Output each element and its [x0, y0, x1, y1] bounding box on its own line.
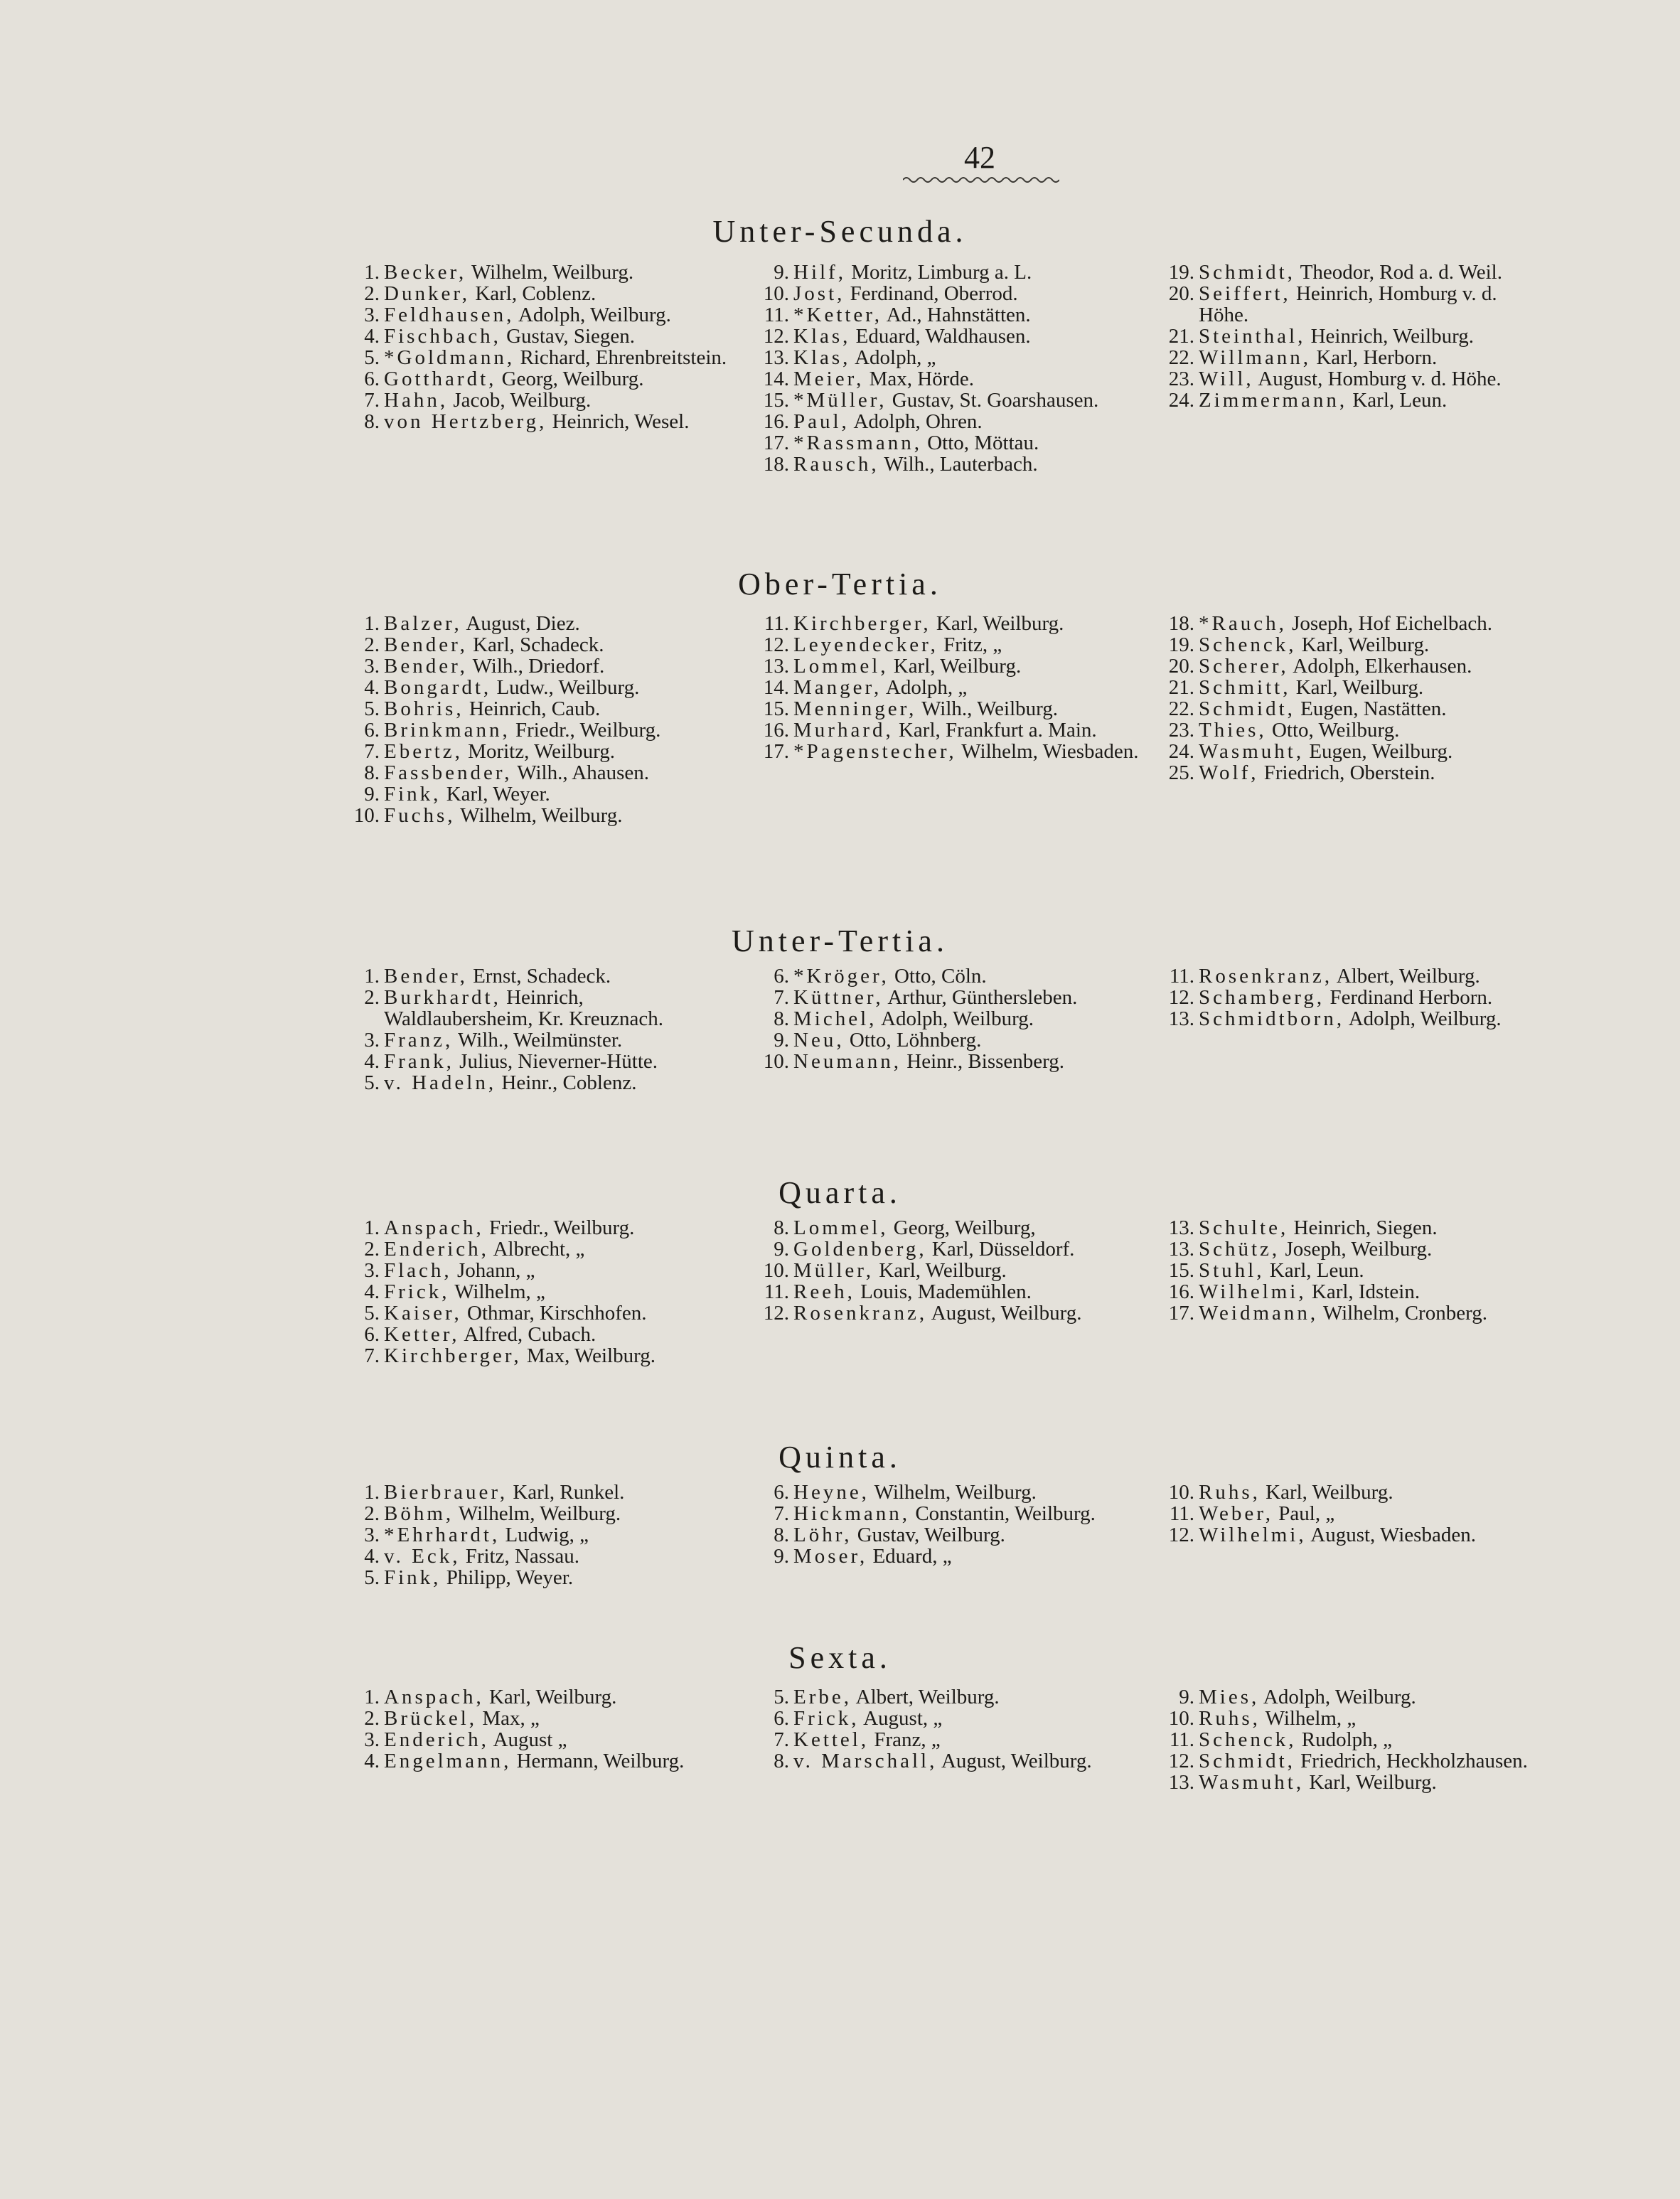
- list-item: 1. Balzer, August, Diez.: [364, 612, 580, 635]
- list-item: 11. Kirchberger, Karl, Weilburg.: [764, 612, 1064, 635]
- list-item: 10. Neumann, Heinr., Bissenberg.: [763, 1050, 1065, 1073]
- list-item: 4. Engelmann, Hermann, Weilburg.: [364, 1750, 685, 1772]
- list-item: 10. Jost, Ferdinand, Oberrod.: [763, 282, 1018, 305]
- student-column: [1166, 262, 1550, 411]
- list-item: 1. Becker, Wilhelm, Weilburg.: [364, 261, 634, 284]
- page-number-ornament: [903, 175, 1059, 185]
- list-item: 4. Frank, Julius, Nieverner-Hütte.: [364, 1050, 658, 1073]
- list-item: 2. Dunker, Karl, Coblenz.: [364, 282, 596, 305]
- list-item: 18. *Rauch, Joseph, Hof Eichelbach.: [1168, 612, 1492, 635]
- list-item: 9. Fink, Karl, Weyer.: [364, 783, 550, 806]
- list-item: 11. *Ketter, Ad., Hahnstätten.: [764, 304, 1031, 326]
- list-item: 9. Moser, Eduard, „: [774, 1545, 952, 1568]
- list-item: 6. Frick, August, „: [774, 1707, 943, 1730]
- section-heading: Unter-Secunda.: [712, 214, 968, 249]
- list-item: 13. Schütz, Joseph, Weilburg.: [1168, 1238, 1433, 1261]
- list-item: 6. Gotthardt, Georg, Weilburg.: [364, 368, 644, 390]
- student-column: [761, 965, 1145, 1072]
- list-item: 1. Anspach, Karl, Weilburg.: [364, 1686, 617, 1708]
- list-item: 19. Schmidt, Theodor, Rod a. d. Weil.: [1168, 261, 1502, 284]
- list-item: 17. *Pagenstecher, Wilhelm, Wiesbaden.: [763, 740, 1139, 763]
- list-item: 6. Brinkmann, Friedr., Weilburg.: [364, 719, 661, 742]
- list-item: 5. Erbe, Albert, Weilburg.: [774, 1686, 1000, 1708]
- list-item: 23. Will, August, Homburg v. d. Höhe.: [1168, 368, 1502, 390]
- list-item: 3. *Ehrhardt, Ludwig, „: [364, 1524, 589, 1546]
- student-column: [1166, 965, 1550, 1029]
- list-item: 7. Hickmann, Constantin, Weilburg.: [774, 1502, 1096, 1525]
- list-item: 24. Zimmermann, Karl, Leun.: [1168, 389, 1448, 412]
- list-item: 3. Bender, Wilh., Driedorf.: [364, 655, 605, 678]
- student-column: [761, 1686, 1145, 1772]
- list-item: 7. Kettel, Franz, „: [774, 1728, 941, 1751]
- list-item: 7. Ebertz, Moritz, Weilburg.: [364, 740, 615, 763]
- list-item: 18. Rausch, Wilh., Lauterbach.: [763, 453, 1038, 476]
- student-column: [351, 613, 728, 826]
- list-item: 9. Goldenberg, Karl, Düsseldorf.: [774, 1238, 1075, 1261]
- list-item: 5. Kaiser, Othmar, Kirschhofen.: [364, 1302, 647, 1325]
- list-item: 11. Weber, Paul, „: [1169, 1502, 1335, 1525]
- student-column: [761, 613, 1145, 762]
- section-heading: Quarta.: [779, 1175, 901, 1210]
- list-item: 22. Willmann, Karl, Herborn.: [1168, 346, 1438, 369]
- student-column: [761, 262, 1145, 475]
- list-item: 15. Stuhl, Karl, Leun.: [1168, 1259, 1364, 1282]
- list-item: 7. Kirchberger, Max, Weilburg.: [364, 1344, 656, 1367]
- list-item: 2. Burkhardt, Heinrich, Waldlaubersheim, Kr. Kreuznach.: [364, 986, 664, 1030]
- list-item: 10. Ruhs, Karl, Weilburg.: [1168, 1481, 1393, 1504]
- list-item: 13. Schulte, Heinrich, Siegen.: [1168, 1216, 1438, 1239]
- list-item: 2. Brückel, Max, „: [364, 1707, 540, 1730]
- student-column: [761, 1217, 1145, 1324]
- list-item: 7. Hahn, Jacob, Weilburg.: [364, 389, 592, 412]
- list-item: 22. Schmidt, Eugen, Nastätten.: [1168, 697, 1447, 720]
- list-item: 5. *Goldmann, Richard, Ehrenbreitstein.: [364, 346, 727, 369]
- list-item: 17. *Rassmann, Otto, Möttau.: [763, 432, 1039, 454]
- list-item: 21. Steinthal, Heinrich, Weilburg.: [1168, 325, 1474, 348]
- student-column: [1166, 1686, 1550, 1793]
- list-item: 3. Franz, Wilh., Weilmünster.: [364, 1029, 623, 1052]
- list-item: 16. Wilhelmi, Karl, Idstein.: [1168, 1280, 1420, 1303]
- student-column: [351, 965, 728, 1093]
- list-item: 3. Feldhausen, Adolph, Weilburg.: [364, 304, 671, 326]
- list-item: 17. Weidmann, Wilhelm, Cronberg.: [1168, 1302, 1487, 1325]
- list-item: 8. von Hertzberg, Heinrich, Wesel.: [364, 410, 690, 433]
- page-number: 42: [964, 140, 995, 175]
- list-item: 9. Mies, Adolph, Weilburg.: [1179, 1686, 1416, 1708]
- student-column: [1166, 613, 1550, 783]
- list-item: 12. Leyendecker, Fritz, „: [763, 633, 1002, 656]
- list-item: 9. Hilf, Moritz, Limburg a. L.: [774, 261, 1032, 284]
- section-heading: Unter-Tertia.: [732, 924, 948, 958]
- list-item: 23. Thies, Otto, Weilburg.: [1168, 719, 1400, 742]
- list-item: 13. Schmidtborn, Adolph, Weilburg.: [1168, 1007, 1502, 1030]
- list-item: 4. v. Eck, Fritz, Nassau.: [364, 1545, 579, 1568]
- list-item: 1. Bierbrauer, Karl, Runkel.: [364, 1481, 625, 1504]
- list-item: 6. Heyne, Wilhelm, Weilburg.: [774, 1481, 1037, 1504]
- student-column: [351, 1482, 728, 1588]
- student-column: [351, 262, 728, 432]
- list-item: 9. Neu, Otto, Löhnberg.: [774, 1029, 982, 1052]
- list-item: 13. Lommel, Karl, Weilburg.: [763, 655, 1022, 678]
- list-item: 11. Schenck, Rudolph, „: [1169, 1728, 1393, 1751]
- student-column: [1166, 1482, 1550, 1546]
- list-item: 8. Michel, Adolph, Weilburg.: [774, 1007, 1034, 1030]
- list-item: 19. Schenck, Karl, Weilburg.: [1168, 633, 1430, 656]
- list-item: 12. Wilhelmi, August, Wiesbaden.: [1168, 1524, 1476, 1546]
- list-item: 16. Murhard, Karl, Frankfurt a. Main.: [763, 719, 1097, 742]
- list-item: 10. Müller, Karl, Weilburg.: [763, 1259, 1007, 1282]
- list-item: 8. Löhr, Gustav, Weilburg.: [774, 1524, 1005, 1546]
- list-item: 4. Fischbach, Gustav, Siegen.: [364, 325, 636, 348]
- list-item: 13. Klas, Adolph, „: [763, 346, 936, 369]
- list-item: 8. Fassbender, Wilh., Ahausen.: [364, 761, 649, 784]
- list-item: 2. Böhm, Wilhelm, Weilburg.: [364, 1502, 621, 1525]
- list-item: 20. Scherer, Adolph, Elkerhausen.: [1168, 655, 1472, 678]
- list-item: 3. Flach, Johann, „: [364, 1259, 535, 1282]
- list-item: 8. v. Marschall, August, Weilburg.: [774, 1750, 1092, 1772]
- list-item: 4. Frick, Wilhelm, „: [364, 1280, 545, 1303]
- list-item: 3. Enderich, August „: [364, 1728, 567, 1751]
- list-item: 4. Bongardt, Ludw., Weilburg.: [364, 676, 640, 699]
- list-item: 10. Fuchs, Wilhelm, Weilburg.: [353, 804, 623, 827]
- list-item: 14. Meier, Max, Hörde.: [763, 368, 974, 390]
- list-item: 20. Seiffert, Heinrich, Homburg v. d. Höhe.: [1168, 282, 1497, 326]
- list-item: 6. Ketter, Alfred, Cubach.: [364, 1323, 596, 1346]
- list-item: 5. Bohris, Heinrich, Caub.: [364, 697, 601, 720]
- list-item: 21. Schmitt, Karl, Weilburg.: [1168, 676, 1424, 699]
- list-item: 10. Ruhs, Wilhelm, „: [1168, 1707, 1357, 1730]
- list-item: 5. Fink, Philipp, Weyer.: [364, 1566, 574, 1589]
- list-item: 11. Reeh, Louis, Mademühlen.: [764, 1280, 1032, 1303]
- section-heading: Quinta.: [779, 1440, 901, 1475]
- list-item: 13. Wasmuht, Karl, Weilburg.: [1168, 1771, 1437, 1794]
- student-column: [1166, 1217, 1550, 1324]
- list-item: 12. Schmidt, Friedrich, Heckholzhausen.: [1168, 1750, 1528, 1772]
- list-item: 11. Rosenkranz, Albert, Weilburg.: [1169, 965, 1480, 988]
- list-item: 24. Wasmuht, Eugen, Weilburg.: [1168, 740, 1453, 763]
- list-item: 1. Bender, Ernst, Schadeck.: [364, 965, 611, 988]
- list-item: 8. Lommel, Georg, Weilburg,: [774, 1216, 1036, 1239]
- student-column: [761, 1482, 1145, 1567]
- list-item: 2. Enderich, Albrecht, „: [364, 1238, 585, 1261]
- list-item: 6. *Kröger, Otto, Cöln.: [774, 965, 987, 988]
- list-item: 12. Klas, Eduard, Waldhausen.: [763, 325, 1031, 348]
- list-item: 12. Schamberg, Ferdinand Herborn.: [1168, 986, 1493, 1009]
- student-column: [351, 1686, 728, 1772]
- section-heading: Ober-Tertia.: [738, 567, 942, 601]
- list-item: 15. Menninger, Wilh., Weilburg.: [763, 697, 1059, 720]
- list-item: 16. Paul, Adolph, Ohren.: [763, 410, 983, 433]
- list-item: 7. Küttner, Arthur, Günthersleben.: [774, 986, 1078, 1009]
- list-item: 2. Bender, Karl, Schadeck.: [364, 633, 604, 656]
- list-item: 14. Manger, Adolph, „: [763, 676, 968, 699]
- list-item: 1. Anspach, Friedr., Weilburg.: [364, 1216, 635, 1239]
- list-item: 25. Wolf, Friedrich, Oberstein.: [1168, 761, 1435, 784]
- list-item: 15. *Müller, Gustav, St. Goarshausen.: [763, 389, 1099, 412]
- student-column: [351, 1217, 728, 1366]
- list-item: 12. Rosenkranz, August, Weilburg.: [763, 1302, 1082, 1325]
- list-item: 5. v. Hadeln, Heinr., Coblenz.: [364, 1071, 637, 1094]
- section-heading: Sexta.: [788, 1640, 892, 1675]
